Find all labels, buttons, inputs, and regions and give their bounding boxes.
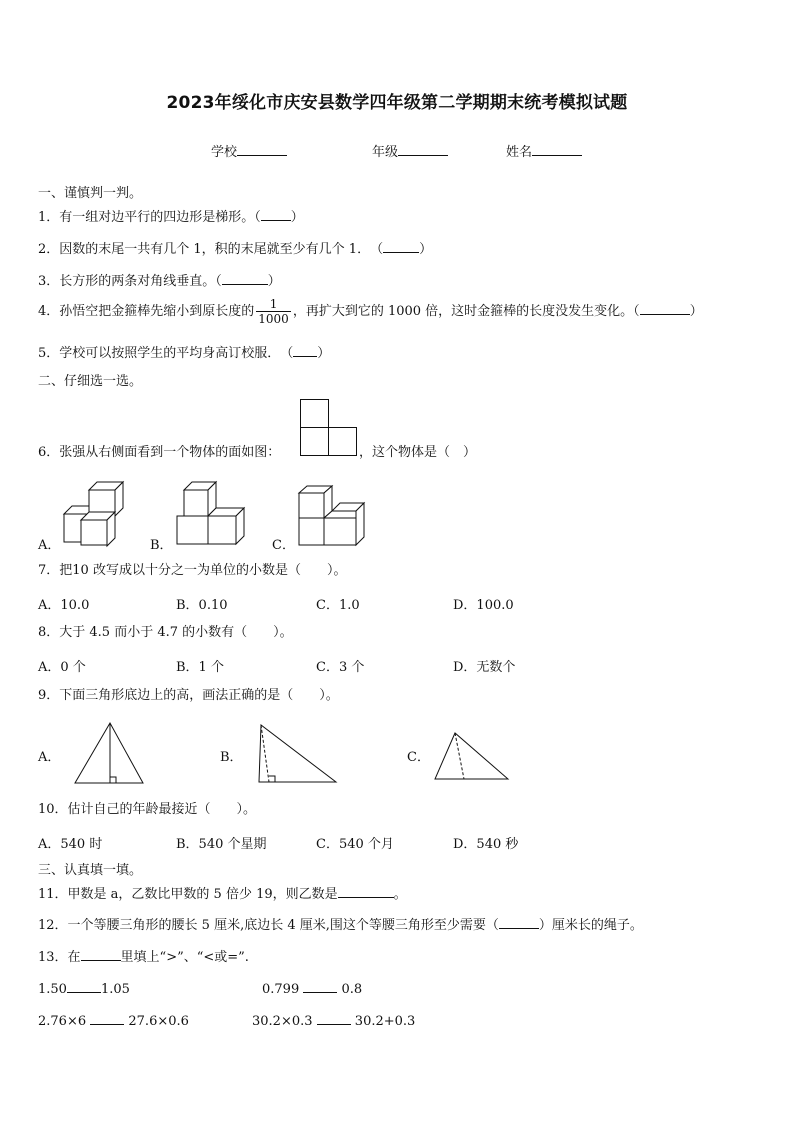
question-2-end: ） <box>419 242 433 257</box>
answer-blank-1[interactable] <box>261 208 291 221</box>
fraction-numerator: 1 <box>256 297 291 312</box>
compare-2-left: 0.799 <box>262 982 300 997</box>
answer-blank-5[interactable] <box>293 344 317 357</box>
compare-blank-3[interactable] <box>90 1012 124 1025</box>
answer-blank-11[interactable] <box>338 885 394 898</box>
name-label: 姓名 <box>506 145 533 160</box>
q9-option-c-label[interactable]: C． <box>407 750 430 765</box>
compare-1-right: 1.05 <box>100 982 130 997</box>
answer-blank-4[interactable] <box>640 302 690 315</box>
question-13-post: 里填上“>”、“<或=”. <box>120 950 249 965</box>
compare-item-1 <box>38 980 130 998</box>
q8-option-a[interactable]: A．0 个 <box>38 660 86 675</box>
name-field[interactable] <box>506 143 582 161</box>
question-2 <box>38 240 432 258</box>
q7-option-c[interactable]: C．1.0 <box>316 598 360 613</box>
compare-1-left: 1.50 <box>38 982 67 997</box>
q6-option-b-label[interactable]: B． <box>150 538 173 553</box>
question-8: 8．大于 4.5 而小于 4.7 的小数有（ ）。 <box>38 625 293 640</box>
question-4-post: ，再扩大到它的 1000 倍，这时金箍棒的长度没发生变化。（ <box>292 304 640 319</box>
q9-option-b-label[interactable]: B． <box>220 750 243 765</box>
section-heading-1: 一、谨慎判一判。 <box>38 186 143 201</box>
fraction-denominator: 1000 <box>258 312 289 326</box>
section-heading-3: 三、认真填一填。 <box>38 863 143 878</box>
compare-blank-2[interactable] <box>303 980 337 993</box>
question-9: 9．下面三角形底边上的高，画法正确的是（ ）。 <box>38 688 339 703</box>
grade-field[interactable] <box>372 143 448 161</box>
question-6-pre: 6．张强从右侧面看到一个物体的面如图： <box>38 445 281 460</box>
question-1 <box>38 208 304 226</box>
page-title: 2023年绥化市庆安县数学四年级第二学期期末统考模拟试题 <box>166 93 628 113</box>
compare-4-left: 30.2×0.3 <box>252 1014 313 1029</box>
q9-option-a-label[interactable]: A． <box>38 750 61 765</box>
q6-option-b-figure <box>176 476 246 546</box>
q8-option-b[interactable]: B．1 个 <box>176 660 224 675</box>
q9-option-a-triangle <box>74 722 144 784</box>
q10-option-c[interactable]: C．540 个月 <box>316 837 394 852</box>
school-blank[interactable] <box>237 143 287 156</box>
question-12 <box>38 916 643 934</box>
q8-option-c[interactable]: C．3 个 <box>316 660 365 675</box>
school-label: 学校 <box>211 145 238 160</box>
q7-option-a[interactable]: A．10.0 <box>38 598 90 613</box>
q6-option-c-figure <box>298 485 368 547</box>
question-1-text: 1．有一组对边平行的四边形是梯形。（ <box>38 210 261 225</box>
compare-2-right: 0.8 <box>341 982 363 997</box>
answer-blank-2[interactable] <box>383 240 419 253</box>
compare-blank-1[interactable] <box>67 980 101 993</box>
question-13 <box>38 948 249 966</box>
grade-label: 年级 <box>372 145 399 160</box>
q10-option-a[interactable]: A．540 时 <box>38 837 103 852</box>
q10-option-b[interactable]: B．540 个星期 <box>176 837 267 852</box>
q9-option-b-triangle <box>258 724 338 784</box>
q6-option-c-label[interactable]: C． <box>272 538 295 553</box>
q10-option-d[interactable]: D．540 秒 <box>453 837 519 852</box>
compare-item-4 <box>252 1012 415 1030</box>
q7-option-d[interactable]: D．100.0 <box>453 598 514 613</box>
question-4-end: ） <box>689 304 703 319</box>
answer-blank-12[interactable] <box>499 916 539 929</box>
question-5-text: 5．学校可以按照学生的平均身高订校服． （ <box>38 346 294 361</box>
question-5-end: ） <box>317 346 331 361</box>
question-3 <box>38 272 281 290</box>
question-10: 10．估计自己的年龄最接近（ ）。 <box>38 802 257 817</box>
q8-option-d[interactable]: D．无数个 <box>453 660 516 675</box>
compare-3-left: 2.76×6 <box>38 1014 87 1029</box>
question-12-post: ）厘米长的绳子。 <box>538 918 643 933</box>
school-field[interactable] <box>211 143 287 161</box>
section-heading-2: 二、仔细选一选。 <box>38 374 143 389</box>
name-blank[interactable] <box>532 143 582 156</box>
q7-option-b[interactable]: B．0.10 <box>176 598 228 613</box>
question-11-pre: 11．甲数是 a，乙数比甲数的 5 倍少 19，则乙数是 <box>38 887 338 902</box>
compare-item-2 <box>262 980 362 998</box>
answer-blank-3[interactable] <box>222 272 268 285</box>
question-4-pre: 4．孙悟空把金箍棒先缩小到原长度的 <box>38 304 255 319</box>
question-3-end: ） <box>267 274 281 289</box>
q9-option-c-triangle <box>434 732 510 782</box>
question-3-text: 3．长方形的两条对角线垂直。（ <box>38 274 222 289</box>
compare-4-right: 30.2+0.3 <box>354 1014 416 1029</box>
question-12-pre: 12．一个等腰三角形的腰长 5 厘米,底边长 4 厘米,围这个等腰三角形至少需要（ <box>38 918 499 933</box>
q6-option-a-label[interactable]: A． <box>38 538 61 553</box>
question-1-end: ） <box>290 210 304 225</box>
question-5 <box>38 344 330 362</box>
q6-option-a-figure <box>63 476 125 546</box>
grade-blank[interactable] <box>398 143 448 156</box>
question-11-post: 。 <box>393 887 407 902</box>
question-6-post: ，这个物体是（ ） <box>359 445 477 460</box>
question-13-pre: 13．在 <box>38 950 81 965</box>
fraction-one-thousandth <box>256 297 291 326</box>
compare-item-3 <box>38 1012 189 1030</box>
question-13-example-blank <box>81 948 121 961</box>
question-4 <box>38 297 703 326</box>
question-7: 7．把10 改写成以十分之一为单位的小数是（ ）。 <box>38 563 347 578</box>
side-view-figure <box>300 399 360 459</box>
compare-3-right: 27.6×0.6 <box>128 1014 189 1029</box>
compare-blank-4[interactable] <box>317 1012 351 1025</box>
question-11 <box>38 885 407 903</box>
question-2-text: 2．因数的末尾一共有几个 1，积的末尾就至少有几个 1． （ <box>38 242 384 257</box>
